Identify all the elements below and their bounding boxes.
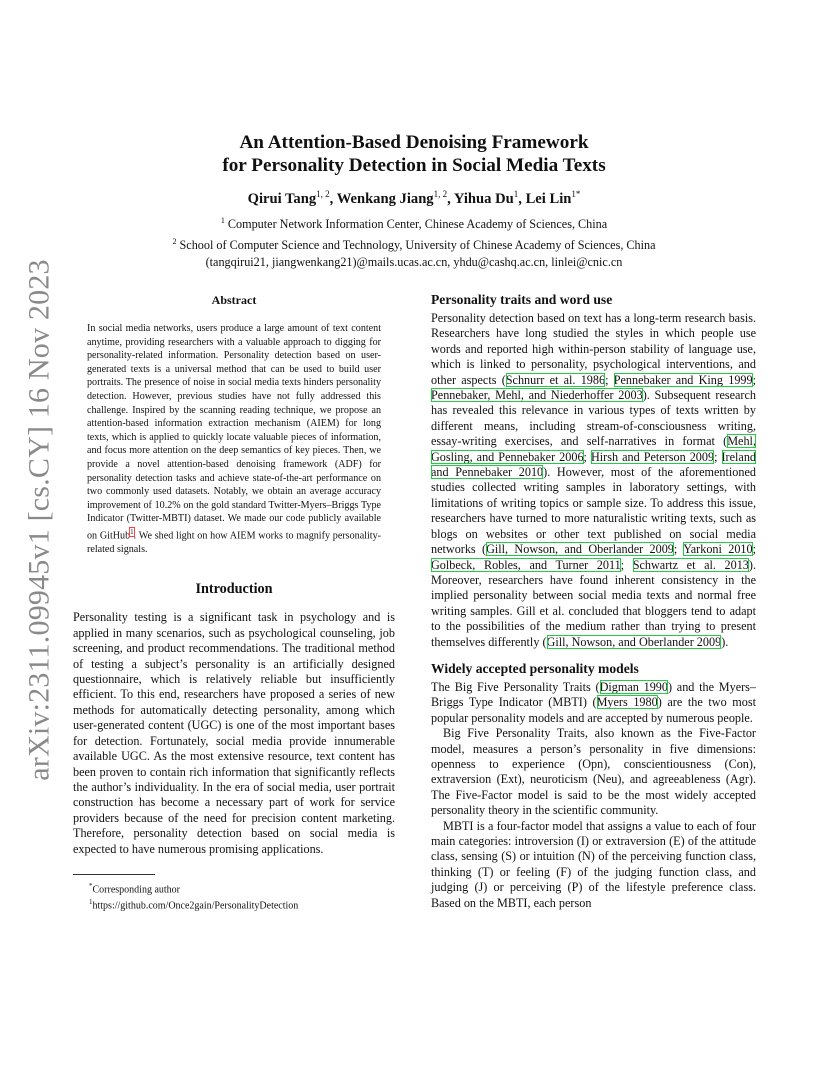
citation-separator: ; bbox=[673, 542, 684, 557]
abstract-heading: Abstract bbox=[211, 293, 257, 307]
models-paragraph-3: MBTI is a four-factor model that assigns a value to each of four main categories: introversion (I) or extraversion (E) of the attitude class, sensing (S) or intuition (N) of the perceiving function class, thinking (T) or feeling (F) of the judging function class, and judging (J) or perceiving (P) of the lifestyle preference class. Based on the MBTI, each person bbox=[431, 818, 756, 910]
affiliation-text: Computer Network Information Center, Chinese Academy of Sciences, China bbox=[227, 217, 608, 232]
author-name: Qirui Tang bbox=[247, 190, 317, 207]
footnote-text: Corresponding author bbox=[92, 884, 180, 896]
citation-separator: ; bbox=[752, 542, 757, 557]
paragraph-text: The Big Five Personality Traits ( bbox=[431, 679, 600, 694]
citation-link[interactable]: Golbeck, Robles, and Turner 2011 bbox=[431, 557, 621, 572]
citation-link[interactable]: Hirsh and Peterson 2009 bbox=[590, 449, 715, 464]
arxiv-side-stamp bbox=[4, 259, 76, 781]
title-line-2: for Personality Detection in Social Media Texts bbox=[222, 155, 606, 176]
citation-separator: ; bbox=[620, 557, 633, 572]
right-column bbox=[431, 292, 756, 911]
introduction-paragraph: Personality testing is a significant task in psychology and is applied in many scenarios, such as psychological counseling, job screening, and product recommendations. The traditional method of testing a subject’s personality is an artificially designed questionnaire, which is relatively reliable but insufficiently efficient. To this end, researchers have proposed a series of new methods for automatically detecting personality, among which user-generated content (UGC) is one of the most important bases for detection. Fortunately, social media provide innumerable available UGC. As the most extensive resource, text content has been proven to contain rich information that significantly reflects the author’s individuality. In the era of social media, user portrait construction has become a necessary part of work for service providers because of the need for precision content marketing. Therefore, personality detection based on social media is expected to have numerous promising applications. bbox=[73, 610, 395, 856]
footnote-link[interactable]: 1 bbox=[130, 527, 134, 536]
affiliations bbox=[110, 212, 718, 271]
author-name: Lei Lin bbox=[525, 190, 572, 207]
footnote-divider bbox=[73, 874, 155, 875]
paragraph-text: ). However, most of the aforementioned studies collected writing samples in laboratory settings, with limitations of writing topics or sample size. To address this issue, researchers have turned to more naturalistic writing texts, such as blogs on websites or other text published on social media networks ( bbox=[431, 465, 756, 557]
citation-separator: ; bbox=[714, 449, 722, 464]
citation-link[interactable]: Gill, Nowson, and Oberlander 2009 bbox=[546, 634, 722, 649]
abstract-text bbox=[87, 322, 381, 556]
affiliation-text: School of Computer Science and Technology, University of Chinese Academy of Sciences, China bbox=[179, 238, 656, 253]
abstract-body-end: . We shed light on how AIEM works to magnify personality-related signals. bbox=[87, 530, 381, 555]
citation-link[interactable]: Schwartz et al. 2013 bbox=[632, 557, 749, 572]
footnote-github bbox=[89, 896, 395, 912]
title-line-1: An Attention-Based Denoising Framework bbox=[239, 132, 589, 153]
affiliation-number: 1 bbox=[220, 216, 225, 225]
citation-separator: ; bbox=[583, 449, 591, 464]
citation-separator: ; bbox=[752, 372, 756, 387]
citation-link[interactable]: Mehl, Gosling, and Pennebaker 2006 bbox=[431, 434, 756, 464]
author-affiliation-mark: 1, 2 bbox=[316, 189, 330, 199]
author-separator: , bbox=[329, 190, 337, 207]
citation-link[interactable]: Gill, Nowson, and Oberlander 2009 bbox=[486, 542, 674, 557]
affiliation-number: 2 bbox=[172, 237, 177, 247]
traits-heading: Personality traits and word use bbox=[431, 292, 613, 307]
abstract-body: In social media networks, users produce a large amount of text content anytime, providing researchers with a valuable approach to digging for personality-related information. Personality detection based on user-generated texts is a universal method that can be used to build user portraits. The presence of noise in social media texts hinders personality detection. However, previous studies have not fully addressed this challenge. Inspired by the scanning reading technique, we propose an attention-based information extraction mechanism (AIEM) for long texts, which is applied to quickly locate valuable pieces of information, and focus more attention on the deep semantics of key pieces. Then, we provide a novel attention-based denoising framework (ADF) for personality detection tasks and achieve state-of-the-art performance on two commonly used datasets. Notably, we obtain an average accuracy improvement of 10.2% on the gold standard Twitter-Myers–Briggs Type Indicator (Twitter-MBTI) dataset. We made our code publicly available on GitHub bbox=[87, 323, 381, 542]
footnote-mark: 1 bbox=[89, 898, 93, 907]
paragraph-text: ). bbox=[721, 634, 729, 649]
author-emails: (tangqirui21, jiangwenkang21)@mails.ucas.ac.cn, yhdu@cashq.ac.cn, linlei@cnic.cn bbox=[205, 255, 623, 270]
paragraph-text: ). Subsequent research has revealed this relevance in various types of texts written by different means, including stream-of-consciousness writing, essay-writing exercises, and self-narratives in format ( bbox=[431, 388, 756, 449]
footnote-mark: * bbox=[89, 881, 93, 890]
models-heading: Widely accepted personality models bbox=[431, 660, 639, 676]
arxiv-identifier: arXiv:2311.09945v1 [cs.CY] 16 Nov 2023 bbox=[23, 259, 57, 781]
author-name: Wenkang Jiang bbox=[336, 190, 434, 207]
citation-separator: ; bbox=[605, 372, 614, 387]
citation-link[interactable]: Pennebaker, Mehl, and Niederhoffer 2003 bbox=[431, 388, 643, 403]
citation-link[interactable]: Digman 1990 bbox=[599, 679, 668, 694]
author-separator: , bbox=[518, 190, 526, 207]
left-column bbox=[73, 292, 395, 913]
author-separator: , bbox=[447, 190, 454, 207]
author-list bbox=[110, 189, 718, 208]
author-affiliation-mark: 1, 2 bbox=[433, 189, 448, 199]
introduction-heading: Introduction bbox=[195, 581, 273, 598]
paragraph-text: ). Moreover, researchers have found inherent consistency in the implied personality between social media texts and normal free writing samples. Gill et al. concluded that bloggers tend to adapt to the possibilities of the medium rather than trying to present themselves differently ( bbox=[431, 557, 756, 649]
models-paragraph-2: Big Five Personality Traits, also known as the Five-Factor model, measures a person’s personality in five dimensions: openness to experience (Opn), conscientiousness (Con), extraversion (Ext), neuroticism (Neu), and agreeableness (Agr). The Five-Factor model is said to be the most widely accepted personality theory in the scientific community. bbox=[431, 726, 756, 818]
paragraph-text: Personality detection based on text has a long-term research basis. Researchers have long studied the styles in which people use words and reported high within-person stability of language use, which is linked to personality, psychological interventions, and other aspects ( bbox=[431, 311, 756, 387]
citation-link[interactable]: Myers 1980 bbox=[596, 695, 658, 710]
footnote-url[interactable]: https://github.com/Once2gain/PersonalityDetection bbox=[92, 900, 299, 912]
citation-link[interactable]: Pennebaker and King 1999 bbox=[613, 372, 753, 387]
author-name: Yihua Du bbox=[453, 190, 514, 207]
paragraph-text: ) are the two most popular personality models and are accepted by numerous people. bbox=[431, 695, 756, 725]
citation-link[interactable]: Yarkoni 2010 bbox=[683, 542, 753, 557]
affiliation-1 bbox=[110, 212, 718, 233]
traits-paragraph bbox=[431, 311, 756, 650]
author-affiliation-mark: 1* bbox=[571, 189, 581, 199]
citation-link[interactable]: Ireland and Pennebaker 2010 bbox=[431, 449, 757, 480]
paper-title bbox=[110, 131, 718, 177]
author-affiliation-mark: 1 bbox=[513, 189, 519, 199]
citation-link[interactable]: Schnurr et al. 1986 bbox=[505, 372, 606, 387]
models-paragraph-1 bbox=[431, 680, 756, 726]
affiliation-2 bbox=[110, 233, 718, 254]
paragraph-text: ) and the Myers–Briggs Type Indicator (MBTI) ( bbox=[431, 679, 757, 710]
footnote-corresponding bbox=[89, 880, 395, 896]
